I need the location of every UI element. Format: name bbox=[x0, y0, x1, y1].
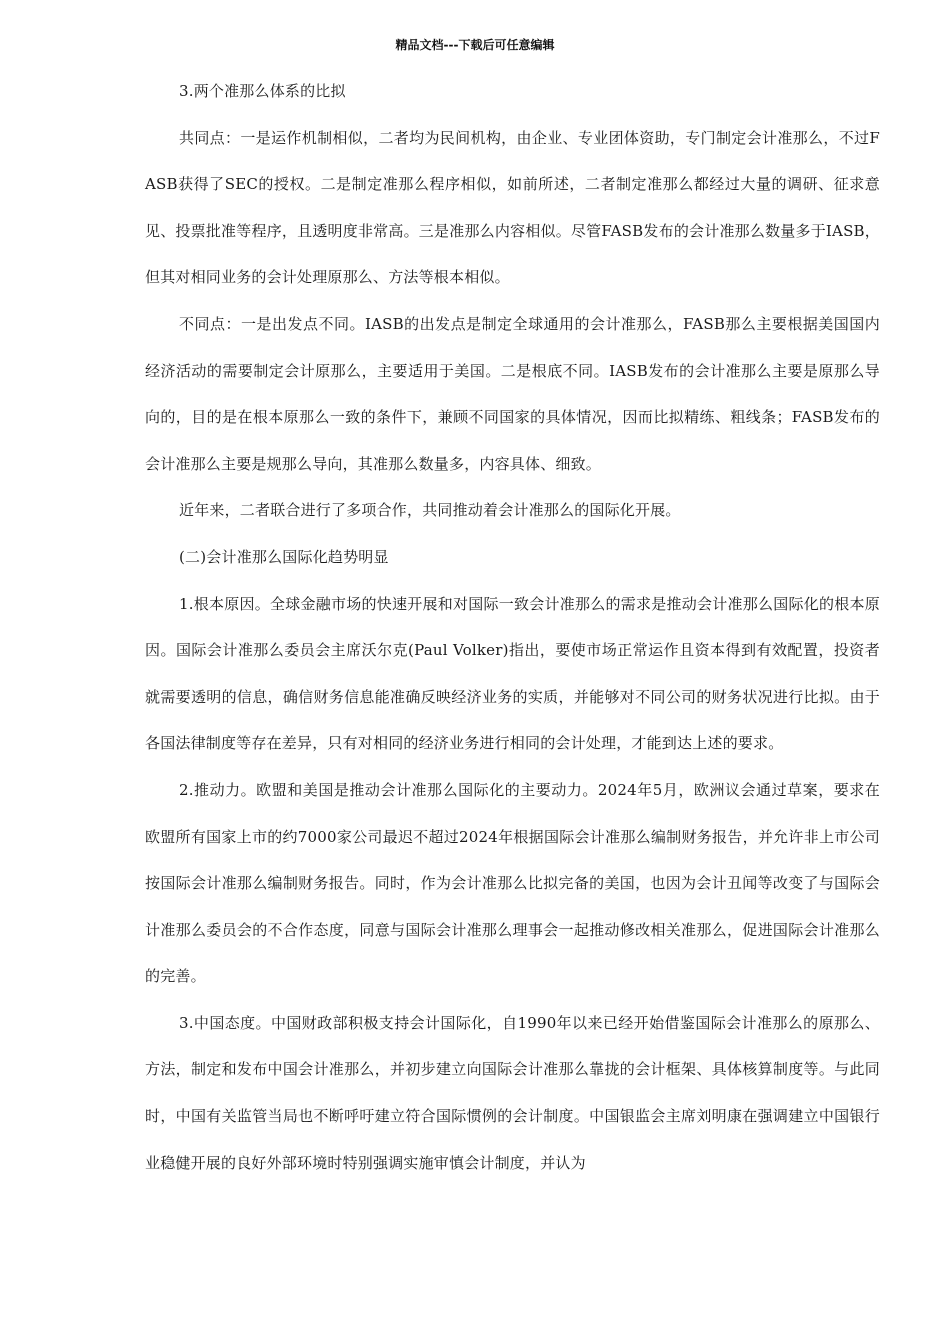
paragraph-driving-force: 2.推动力。欧盟和美国是推动会计准那么国际化的主要动力。2024年5月，欧洲议会通过草案，要求在欧盟所有国家上市的约7000家公司最迟不超过2024年根据国际会计准那么编制财务报告，并允许非上市公司按国际会计准那么编制财务报告。同时，作为会计准那么比拟完备的美国，也因为会计丑闻等改变了与国际会计准那么委员会的不合作态度，同意与国际会计准那么理事会一起推动修改相关准那么，促进国际会计准那么的完善。 bbox=[145, 780, 880, 986]
section-heading-comparison: 3.两个准那么体系的比拟 bbox=[179, 82, 346, 100]
document-body bbox=[145, 68, 880, 1186]
paragraph-similarities: 共同点：一是运作机制相似，二者均为民间机构，由企业、专业团体资助，专门制定会计准那么，不过FASB获得了SEC的授权。二是制定准那么程序相似，如前所述，二者制定准那么都经过大量的调研、征求意见、投票批准等程序，且透明度非常高。三是准那么内容相似。尽管FASB发布的会计准那么数量多于IASB，但其对相同业务的会计处理原那么、方法等根本相似。 bbox=[145, 128, 880, 287]
paragraph-china-attitude: 3.中国态度。中国财政部积极支持会计国际化，自1990年以来已经开始借鉴国际会计准那么的原那么、方法，制定和发布中国会计准那么，并初步建立向国际会计准那么靠拢的会计框架、具体核算制度等。与此同时，中国有关监管当局也不断呼吁建立符合国际惯例的会计制度。中国银监会主席刘明康在强调建立中国银行业稳健开展的良好外部环境时特别强调实施审慎会计制度，并认为 bbox=[145, 1013, 880, 1172]
page-header: 精品文档---下载后可任意编辑 bbox=[395, 38, 555, 52]
paragraph-root-cause: 1.根本原因。全球金融市场的快速开展和对国际一致会计准那么的需求是推动会计准那么国际化的根本原因。国际会计准那么委员会主席沃尔克(Paul Volker)指出，要使市场正常运作且资本得到有效配置，投资者就需要透明的信息，确信财务信息能准确反映经济业务的实质，并能够对不同公司的财务状况进行比拟。由于各国法律制度等存在差异，只有对相同的经济业务进行相同的会计处理，才能到达上述的要求。 bbox=[145, 594, 880, 753]
paragraph-differences: 不同点：一是出发点不同。IASB的出发点是制定全球通用的会计准那么，FASB那么主要根据美国国内经济活动的需要制定会计原那么，主要适用于美国。二是根底不同。IASB发布的会计准那么主要是原那么导向的，目的是在根本原那么一致的条件下，兼顾不同国家的具体情况，因而比拟精练、粗线条；FASB发布的会计准那么主要是规那么导向，其准那么数量多，内容具体、细致。 bbox=[145, 314, 880, 473]
paragraph-cooperation: 近年来，二者联合进行了多项合作，共同推动着会计准那么的国际化开展。 bbox=[179, 501, 681, 520]
section-heading-trend: (二)会计准那么国际化趋势明显 bbox=[179, 547, 389, 566]
